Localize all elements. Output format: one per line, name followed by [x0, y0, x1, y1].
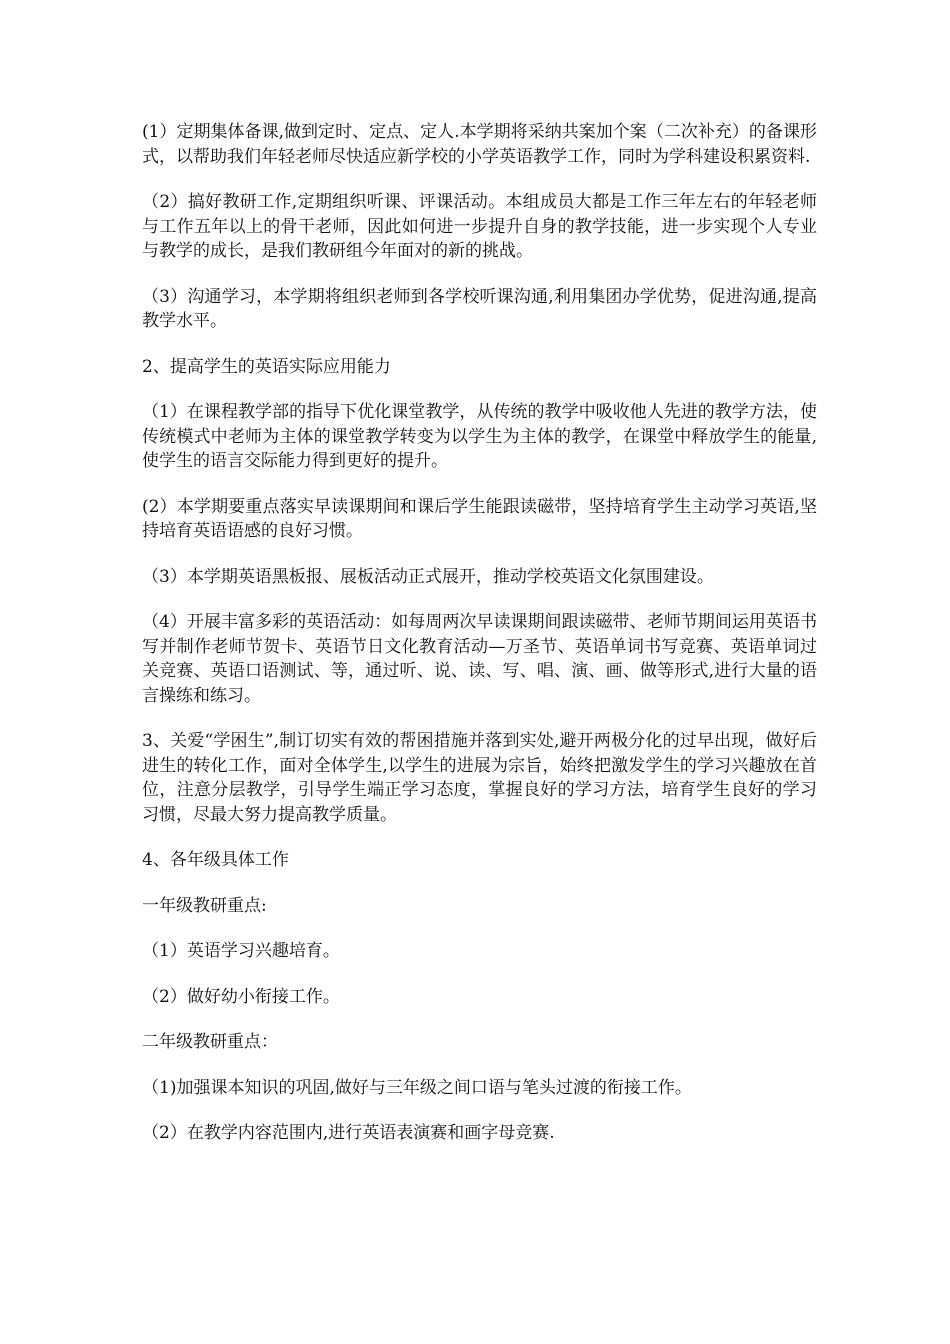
section-heading-2: 2、提高学生的英语实际应用能力	[142, 356, 391, 377]
paragraph-morning-reading: (2）本学期要重点落实早读课期间和课后学生能跟读磁带，坚持培育学生主动学习英语,坚持培育英语语感的良好习惯。	[142, 496, 817, 541]
paragraph-classroom-optimization: （1）在课程教学部的指导下优化课堂教学，从传统的教学中吸收他人先进的教学方法，使传统模式中老师为主体的课堂教学转变为以学生为主体的教学，在课堂中释放学生的能量,使学生的语言交际能力得到更好的提升。	[142, 402, 817, 471]
grade1-heading: 一年级教研重点:	[142, 895, 267, 916]
document-body	[142, 120, 817, 1167]
grade2-item-2: （2）在教学内容范围内,进行英语表演赛和画字母竞赛.	[142, 1123, 555, 1143]
section-heading-4: 4、各年级具体工作	[142, 850, 289, 870]
paragraph-blackboard-activities: （3）本学期英语黑板报、展板活动正式展开，推动学校英语文化氛围建设。	[142, 566, 714, 587]
paragraph-lesson-planning: (1）定期集体备课,做到定时、定点、定人.本学期将采纳共案加个案（二次补充）的备课形式，以帮助我们年轻老师尽快适应新学校的小学英语教学工作，同时为学科建设积累资料.	[142, 122, 817, 167]
grade2-item-1: （1)加强课本知识的巩固,做好与三年级之间口语与笔头过渡的衔接工作。	[142, 1077, 692, 1098]
section-struggling-students: 3、关爱“学困生”,制订切实有效的帮困措施并落到实处,避开两极分化的过早出现，做好后进生的转化工作，面对全体学生,以学生的进展为宗旨，始终把激发学生的学习兴趣放在首位，注意分层教学，引导学生端正学习态度，掌握良好的学习方法，培育学生良好的学习习惯，尽最大努力提高教学质量。	[142, 731, 817, 825]
grade1-item-2: （2）做好幼小衔接工作。	[142, 986, 340, 1007]
paragraph-exchange-learning: （3）沟通学习，本学期将组织老师到各学校听课沟通,利用集团办学优势，促进沟通,提高教学水平。	[142, 286, 817, 331]
grade1-item-1: （1）英语学习兴趣培育。	[142, 941, 340, 961]
paragraph-english-activities: （4）开展丰富多彩的英语活动：如每周两次早读课期间跟读磁带、老师节期间运用英语书写并制作老师节贺卡、英语节日文化教育活动—万圣节、英语单词书写竞赛、英语单词过关竞赛、英语口语测试、等，通过听、说、读、写、唱、演、画、做等形式,进行大量的语言操练和练习。	[142, 612, 817, 706]
paragraph-teaching-research: （2）搞好教研工作,定期组织听课、评课活动。本组成员大都是工作三年左右的年轻老师与工作五年以上的骨干老师，因此如何进一步提升自身的教学技能，进一步实现个人专业与教学的成长，是我们教研组今年面对的新的挑战。	[142, 192, 817, 261]
grade2-heading: 二年级教研重点：	[142, 1032, 278, 1052]
